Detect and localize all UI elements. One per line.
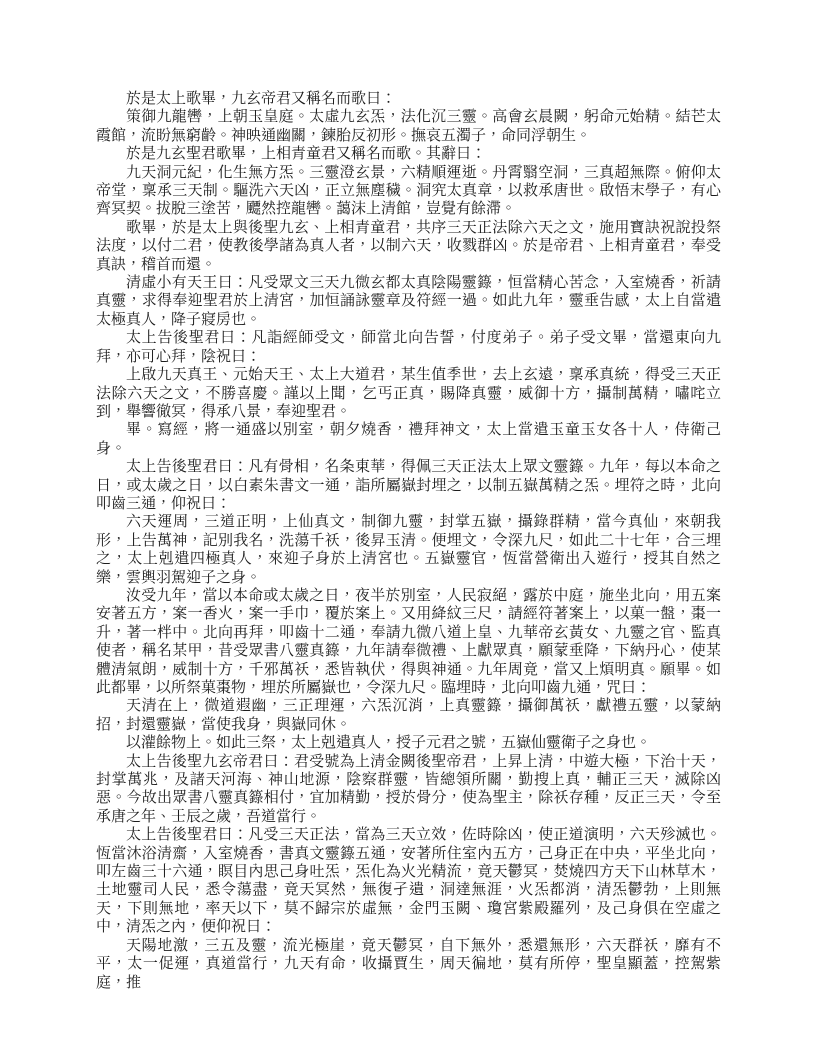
paragraph: 太上告後聖君曰：凡詣經師受文，師當北向告誓，付度弟子。弟子受文畢，當還東向九拜，亦可心拜，陰祝曰： xyxy=(96,330,721,365)
paragraph: 太上告後聖君曰：凡受三天正法，當為三天立效，佐時除凶，使正道演明，六天殄滅也。恆當沐浴清齋，入室燒香，書真文靈籙五通，安著所住室內五方，己身正在中央，平坐北向，叩左齒三十六通，瞑目內思己身吐炁，炁化為火光精流，竟天鬱冥，焚燒四方天下山林草木，土地靈司人民，悉令蕩盡，竟天冥然，無復孑遺，洞達無涯，火炁都消，清炁鬱勃，上則無天，下則無地，率天以下，莫不歸宗於虛無，金門玉闕、瓊宮紫殿羅列，及己身俱在空虛之中，清炁之內，便仰祝曰： xyxy=(96,827,721,936)
paragraph: 太上告後聖九玄帝君曰：君受號為上清金闕後聖帝君，上昇上清，中遊大極，下治十天，封掌萬兆，及諸天河海、神山地源，陰察群靈，皆總領所關，勤搜上真，輔正三天，滅除凶惡。今故出眾書八靈真籙相付，宜加精勤，授於骨分，使為聖主，除祅存種，反正三天，令至承唐之年、壬辰之歲，吾道當行。 xyxy=(96,753,721,825)
paragraph: 太上告後聖君曰：凡有骨相，名条東華，得佩三天正法太上眾文靈籙。九年，每以本命之日，或太歲之日，以白素朱書文一通，詣所屬嶽封埋之，以制五嶽萬精之炁。埋符之時，北向叩齒三通，仰祝曰： xyxy=(96,459,721,512)
paragraph: 天清在上，微道遐幽，三正理運，六炁沉消，上真靈籙，攝御萬祅，獻禮五靈，以蒙納招，封還靈嶽，當使我身，與嶽同休。 xyxy=(96,698,721,733)
paragraph: 六天運周，三道正明，上仙真文，制御九靈，封掌五嶽，攝錄群精，當今真仙，來朝我形，上告萬神，記別我名，洗蕩千祅，後昇玉清。便埋文，令深九尺，如此二十七年，合三埋之，太上剋遣四極真人，來迎子身於上清宮也。五嶽靈官，恆當營衛出入遊行，授其自然之樂，雲輿羽駕迎子之身。 xyxy=(96,514,721,586)
paragraph: 天陽地激，三五及靈，流光極崖，竟天鬱冥，自下無外，悉還無形，六天群祅，靡有不平，太一促運，真道當行，九天有命，收攝賈生，周天徧地，莫有所停，聖皇顯蓋，控駕紫庭，推 xyxy=(96,937,721,991)
paragraph: 於是九玄聖君歌畢，上相青童君又稱名而歌。其辭曰： xyxy=(126,146,487,163)
paragraph: 汝受九年，當以本命或太歲之日，夜半於別室，人民寂絕，露於中庭，施坐北向，用五案安著五方，案一香火，案一手巾，覆於案上。又用絳紋三尺，請經符著案上，以菓一盤，棗一升，著一柈中。北向再拜，叩齒十二通，奉請九微八道上皇、九華帝玄黃女、九靈之官、監真使者，稱名某甲，昔受眾書八靈真籙，九年請奉微禮、上獻眾真，願蒙垂降，下納丹心，使某體清氣朗，威制十方，千邪萬祅，悉皆執伏，得與神通。九年周竟，當又上煩明真。願畢。如此都畢，以所祭菓棗物，埋於所屬嶽也，令深九尺。臨埋時，北向叩齒九通，咒曰： xyxy=(96,587,721,696)
paragraph: 歌畢，於是太上與後聖九玄、上相青童君，共序三天正法除六天之文，施用寶訣祝說投祭法度，以付二君，使教後學諸為真人者，以制六天，收戮群凶。於是帝君、上相青童君，奉受真訣，稽首而還。 xyxy=(96,219,721,273)
paragraph: 畢。寫經，將一通盛以別室，朝夕燒香，禮拜神文，太上當遣玉童玉女各十人，侍衛己身。 xyxy=(96,422,721,457)
paragraph: 上啟九天真王、元始天王、太上大道君，某生值季世，去上玄遠，稟承真統，得受三天正法除六天之文，不勝喜慶。謹以上聞，乞丐正真，賜降真靈，威御十方，攝制萬精，嘯咤立到，舉響徹冥，得承八景，奉迎聖君。 xyxy=(96,367,721,420)
paragraph: 清虛小有天王曰：凡受眾文三天九微玄都太真陰陽靈籙，恒當精心苦念，入室燒香，祈請真靈，求得奉迎聖君於上清宮，加恒誦詠靈章及符經一過。如此九年，靈垂告感，太上自當遣太極真人，降子寢房也。 xyxy=(96,275,721,328)
paragraph: 九天洞元紀，化生無方炁。三靈澄玄景，六精順運逝。丹霄翳空洞，三真超無際。俯仰太帝堂，稟承三天制。驅洗六天凶，正立無塵穢。洞究太真章，以救承唐世。啟悟末學子，有心齊冥契。拔脫三塗苦，飃然控龍轡。藹沫上清館，豈覺有餘滯。 xyxy=(96,164,721,218)
paragraph: 於是太上歌畢，九玄帝君又稱名而歌曰： xyxy=(126,91,397,107)
paragraph: 以灌餘物上。如此三祭，太上剋遣真人，授子元君之號，五嶽仙靈衛子之身也。 xyxy=(126,735,652,752)
document-body xyxy=(96,90,721,992)
paragraph: 策御九龍轡，上朝玉皇庭。太虛九玄炁，法化沉三靈。高會玄晨闕，躬命元始精。結芒太霞館，流盼無窮齡。神映通幽關，鍊胎反初形。撫哀五濁子，命同浮朝生。 xyxy=(96,109,721,144)
